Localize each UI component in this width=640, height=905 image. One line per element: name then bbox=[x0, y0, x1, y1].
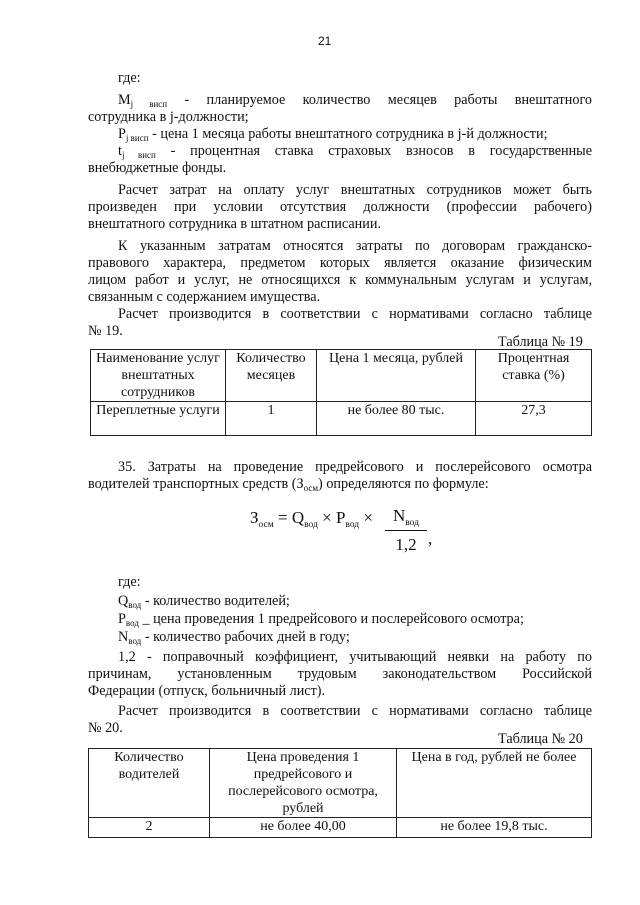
t19-header-rate: Процентная ставка (%) bbox=[476, 350, 592, 402]
t19-cell-price: не более 80 тыс. bbox=[317, 402, 476, 436]
para2-line2: правового характера, предметом которых является оказание физическим bbox=[88, 255, 592, 271]
where-label-2: где: bbox=[118, 574, 141, 590]
para5-line3: Федерации (отпуск, больничный лист). bbox=[88, 683, 326, 699]
para1-line1: Расчет затрат на оплату услуг внештатных сотрудников может быть bbox=[118, 182, 592, 198]
t19-cell-months: 1 bbox=[226, 402, 317, 436]
para4-line2: водителей транспортных средств $(З_{осм})$ определяются по формуле: bbox=[88, 476, 489, 493]
t19-cell-name: Переплетные услуги bbox=[91, 402, 226, 436]
def-n: $N_{вод}$ - количество рабочих дней в году; bbox=[118, 629, 350, 646]
table20-caption: Таблица № 20 bbox=[498, 731, 583, 747]
t20-cell-price: не более 40,00 bbox=[210, 818, 397, 838]
def-p: $P_{j висп}$ - цена 1 месяца работы внештатного сотрудника в j-й должности; bbox=[118, 126, 548, 143]
para2-line1: К указанным затратам относятся затраты по договорам гражданско- bbox=[118, 238, 592, 254]
formula-comma: , bbox=[428, 529, 433, 548]
t19-header-months: Количество месяцев bbox=[226, 350, 317, 402]
para2-line4: связанным с содержанием имущества. bbox=[88, 289, 321, 305]
t19-header-price: Цена 1 месяца, рублей bbox=[317, 350, 476, 402]
def-m: $M_{j висп}$ - планируемое количество месяцев работы внештатного bbox=[118, 92, 593, 109]
def-t: $t_{j висп}$ - процентная ставка страховых взносов в государственные bbox=[118, 143, 593, 160]
t19-cell-rate: 27,3 bbox=[476, 402, 592, 436]
where-label: где: bbox=[118, 70, 141, 86]
formula-lhs: $З_{осм} = Q_{вод} \times P_{вод}$ × bbox=[250, 508, 373, 530]
formula-fraction: $N_{вод}$ 1,2 bbox=[385, 506, 427, 555]
t20-cell-year: не более 19,8 тыс. bbox=[397, 818, 592, 838]
para6-line1: Расчет производится в соответствии с нормативами согласно таблице bbox=[118, 703, 592, 719]
table-20 bbox=[88, 748, 592, 838]
def-q: $Q_{вод}$ - количество водителей; bbox=[118, 593, 290, 610]
t20-header-year: Цена в год, рублей не более bbox=[397, 749, 592, 818]
para2-line3: лицом работ и услуг, не относящихся к коммунальным услугам и услугам, bbox=[88, 272, 592, 288]
para3-line1: Расчет производится в соответствии с нормативами согласно таблице bbox=[118, 306, 592, 322]
page-number: 21 bbox=[318, 34, 332, 48]
t20-header-drivers: Количество водителей bbox=[89, 749, 210, 818]
para1-line3: внештатного сотрудника в штатном расписании. bbox=[88, 216, 381, 232]
table-19 bbox=[90, 349, 592, 436]
para6-line2: № 20. bbox=[88, 720, 123, 736]
def-m-cont: сотрудника в j-должности; bbox=[88, 109, 249, 125]
para5-line1: 1,2 - поправочный коэффициент, учитывающий неявки на работу по bbox=[118, 649, 592, 665]
para4-line1: 35. Затраты на проведение предрейсового и послерейсового осмотра bbox=[118, 459, 592, 475]
para1-line2: произведен при условии отсутствия должности (профессии рабочего) bbox=[88, 199, 592, 215]
t20-header-price: Цена проведения 1 предрейсового и послерейсового осмотра, рублей bbox=[210, 749, 397, 818]
para5-line2: причинам, установленным трудовым законодательством Российской bbox=[88, 666, 592, 682]
def-p-vod: $P_{вод}$ _ цена проведения 1 предрейсового и послерейсового осмотра; bbox=[118, 611, 524, 628]
t19-header-name: Наименование услуг внештатных сотрудников bbox=[91, 350, 226, 402]
t20-cell-drivers: 2 bbox=[89, 818, 210, 838]
def-t-cont: внебюджетные фонды. bbox=[88, 160, 227, 176]
table19-caption: Таблица № 19 bbox=[498, 334, 583, 350]
para3-line2: № 19. bbox=[88, 323, 123, 339]
